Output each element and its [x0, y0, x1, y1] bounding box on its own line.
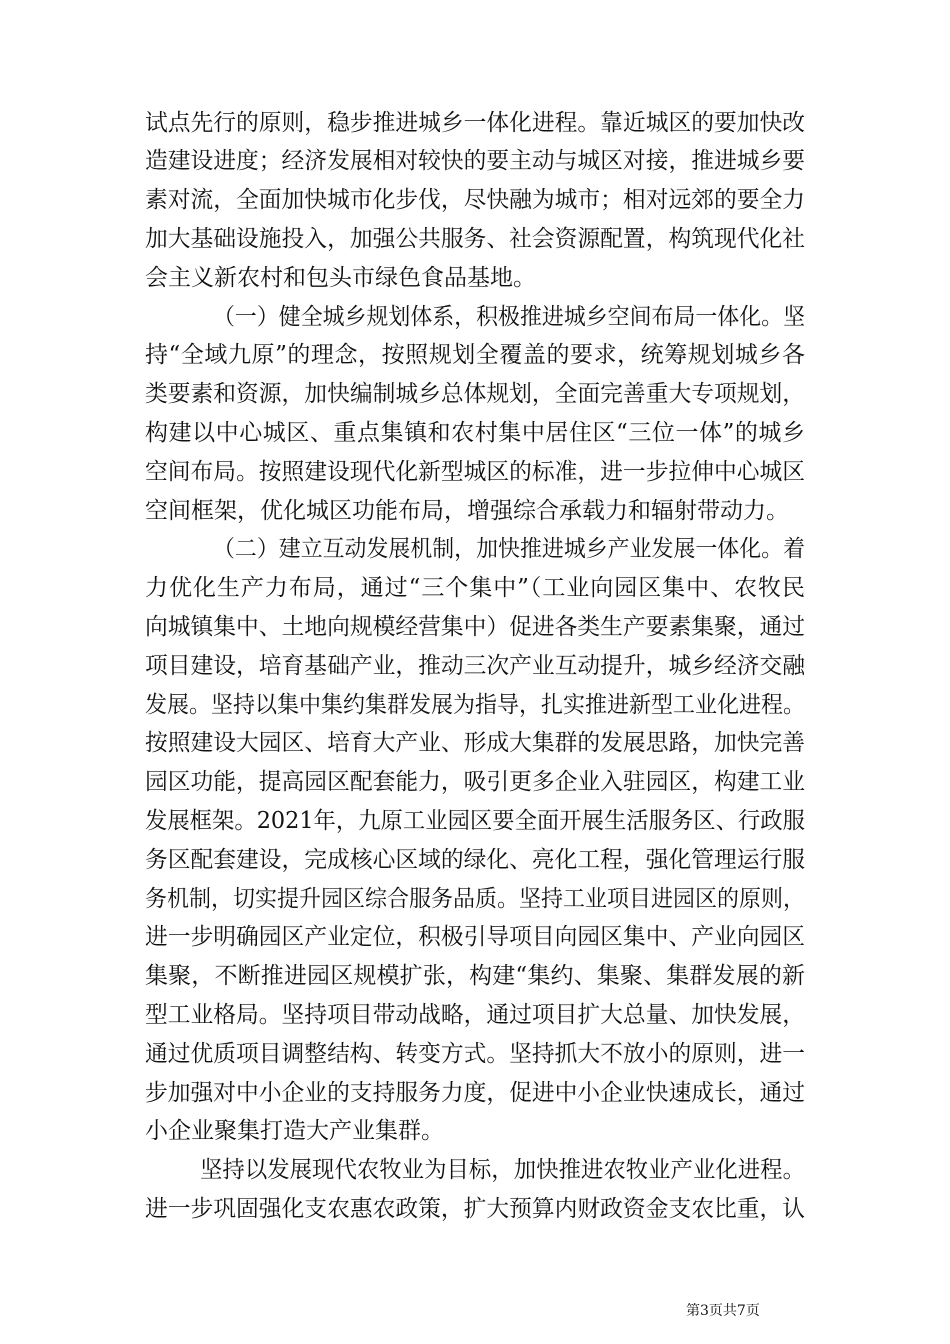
- text-line-content: 务区配套建设，完成核心区域的绿化、亮化工程，强化管理运行服: [145, 846, 805, 873]
- text-line-content: 通过优质项目调整结构、转变方式。坚持抓大不放小的原则，进一: [145, 1040, 805, 1067]
- text-line-content: 造建设进度；经济发展相对较快的要主动与城区对接，推进城乡要: [145, 148, 805, 175]
- text-line: [0, 335, 950, 375]
- text-line: [0, 491, 950, 531]
- text-line-content: 加大基础设施投入，加强公共服务、社会资源配置，构筑现代化社: [145, 225, 805, 252]
- text-line: [0, 374, 950, 414]
- text-line: [0, 995, 950, 1035]
- text-line-content: 务机制，切实提升园区综合服务品质。坚持工业项目进园区的原则，: [145, 885, 805, 912]
- text-line: [0, 723, 950, 763]
- text-line-content: 类要素和资源，加快编制城乡总体规划，全面完善重大专项规划，: [145, 381, 805, 408]
- text-line: [0, 685, 950, 725]
- text-line: [0, 1034, 950, 1074]
- text-line-content: 持“全域九原”的理念，按照规划全覆盖的要求，统筹规划城乡各: [145, 342, 806, 369]
- text-line-content: 型工业格局。坚持项目带动战略，通过项目扩大总量、加快发展，: [145, 1001, 805, 1028]
- text-line: [0, 840, 950, 880]
- text-line-content: 构建以中心城区、重点集镇和农村集中居住区“三位一体”的城乡: [145, 419, 806, 446]
- text-line: [0, 103, 950, 143]
- text-line: [0, 258, 950, 298]
- text-line-content: （一）健全城乡规划体系，积极推进城乡空间布局一体化。坚: [213, 303, 805, 330]
- text-line-content: 园区功能，提高园区配套能力，吸引更多企业入驻园区，构建工业: [145, 769, 805, 796]
- text-line-content: 试点先行的原则，稳步推进城乡一体化进程。靠近城区的要加快改: [145, 109, 805, 136]
- text-line-content: 发展框架。2021年，九原工业园区要全面开展生活服务区、行政服: [145, 807, 805, 834]
- text-line: [0, 1073, 950, 1113]
- text-line: [0, 879, 950, 919]
- text-line-content: 按照建设大园区、培育大产业、形成大集群的发展思路，加快完善: [145, 730, 805, 757]
- text-line-content: 集聚，不断推进园区规模扩张，构建“集约、集聚、集群发展的新: [145, 963, 806, 990]
- text-line-content: 小企业聚集打造大产业集群。: [145, 1118, 444, 1145]
- text-line-content: 向城镇集中、土地向规模经营集中）促进各类生产要素集聚，通过: [145, 613, 805, 640]
- text-line: [0, 1111, 950, 1151]
- text-line-content: （二）建立互动发展机制，加快推进城乡产业发展一体化。着: [213, 536, 805, 563]
- text-line: [0, 141, 950, 181]
- text-line: [0, 529, 950, 569]
- text-line: [0, 801, 950, 841]
- text-line: [0, 917, 950, 957]
- text-line-content: 步加强对中小企业的支持服务力度，促进中小企业快速成长，通过: [145, 1079, 805, 1106]
- text-line-content: 素对流，全面加快城市化步伐，尽快融为城市；相对远郊的要全力: [145, 187, 805, 214]
- text-line-content: 进一步巩固强化支农惠农政策，扩大预算内财政资金支农比重，认: [145, 1195, 805, 1222]
- text-line: [0, 413, 950, 453]
- page-footer: 第3页共7页: [686, 1303, 760, 1319]
- text-line-content: 会主义新农村和包头市绿色食品基地。: [145, 264, 536, 291]
- text-line: [0, 646, 950, 686]
- text-line: [0, 180, 950, 220]
- text-line: [0, 762, 950, 802]
- text-line: [0, 1189, 950, 1229]
- text-line-content: 进一步明确园区产业定位，积极引导项目向园区集中、产业向园区: [145, 924, 805, 951]
- text-line: [0, 297, 950, 337]
- text-line: [0, 568, 950, 608]
- text-line-content: 发展。坚持以集中集约集群发展为指导，扎实推进新型工业化进程。: [145, 691, 805, 718]
- text-line-content: 坚持以发展现代农牧业为目标，加快推进农牧业产业化进程。: [200, 1157, 805, 1184]
- text-line: [0, 452, 950, 492]
- text-line: [0, 607, 950, 647]
- text-line-content: 空间框架，优化城区功能布局，增强综合承载力和辐射带动力。: [145, 497, 789, 524]
- text-line: [0, 219, 950, 259]
- text-line-content: 力优化生产力布局，通过“三个集中”（工业向园区集中、农牧民: [145, 575, 806, 602]
- text-line-content: 项目建设，培育基础产业，推动三次产业互动提升，城乡经济交融: [145, 652, 805, 679]
- text-line-content: 空间布局。按照建设现代化新型城区的标准，进一步拉伸中心城区: [145, 458, 805, 485]
- text-line: [0, 1150, 950, 1190]
- text-line: [0, 956, 950, 996]
